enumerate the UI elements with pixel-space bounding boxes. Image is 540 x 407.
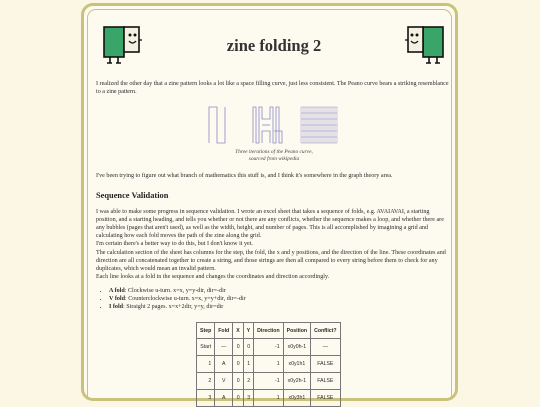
- graph-theory-paragraph: I've been trying to figure out what branch of mathematics this stuff is, and I think it's somewhere in the graph theory area.: [96, 173, 393, 180]
- table-cell: 3: [197, 390, 215, 407]
- fold-list-item: [109, 303, 452, 311]
- peano-curve-image: [205, 103, 343, 147]
- column-header: X: [233, 323, 243, 339]
- page-header: [96, 10, 452, 68]
- table-row: [197, 339, 341, 356]
- column-header: Position: [283, 323, 310, 339]
- body-line: I'm certain there's a better way to do this, but I don't know it yet.: [96, 241, 253, 248]
- table-cell: 1: [197, 356, 215, 373]
- fold-name: V fold: [109, 296, 125, 303]
- column-header: Direction: [254, 323, 283, 339]
- table-cell: A: [215, 356, 233, 373]
- body-line: I was able to make some progress in sequence validation. I wrote an excel sheet that takes a sequence of folds, e.g. AVAIAVAI, a starting position, and a starting heading, and tells you whether or not there are any conflicts, whether the sequence makes a loop, and whether there are any bubbles (pages that aren't used), as well as the width, height, and number of pages. This is all accomplished by imagining a grid and calculating how each fold moves the path of the zine along the grid.: [96, 208, 444, 240]
- table-cell: A: [215, 390, 233, 407]
- page-title: zine folding 2: [226, 36, 322, 55]
- fold-description: : Counterclockwise u-turn. x=x, y=y+dir, dir=-dir: [124, 296, 246, 303]
- table-cell: -1: [254, 339, 283, 356]
- table-cell: 0: [233, 339, 243, 356]
- table-cell: x0y1h1: [283, 356, 310, 373]
- table-cell: —: [215, 339, 233, 356]
- column-header: Step: [197, 323, 215, 339]
- fold-list-item: [109, 295, 452, 303]
- column-header: Conflict?: [311, 323, 340, 339]
- table-cell: 3: [243, 390, 253, 407]
- intro-paragraph: I realized the other day that a zine pattern looks a lot like a space filling curve, just less consistent. The Peano curve bears a striking resemblance to a zine pattern.: [96, 81, 449, 96]
- table-cell: 1: [243, 356, 253, 373]
- table-cell: FALSE: [311, 390, 340, 407]
- body-line: The calculation section of the sheet has columns for the step, the fold, the x and y positions, and the direction of the line. These coordinates and direction are all concatenated together to create a string, and those strings are then all compared to every string before them to check for any duplicates, which would mean an invalid pattern.: [96, 249, 446, 273]
- fold-description: : Clockwise u-turn. x=x, y=y-dir, dir=-dir: [124, 288, 226, 295]
- section-heading: Sequence Validation: [96, 190, 169, 200]
- table-cell: FALSE: [311, 373, 340, 390]
- body-line: Each line looks at a fold in the sequence and changes the coordinates and direction accordingly.: [96, 274, 330, 281]
- table-row: [197, 356, 341, 373]
- table-cell: V: [215, 373, 233, 390]
- table-cell: 0: [233, 390, 243, 407]
- table-cell: 0: [243, 339, 253, 356]
- table-cell: Start: [197, 339, 215, 356]
- figure-caption-line-2: sourced from wikipedia: [248, 155, 300, 162]
- page-frame: [81, 3, 458, 401]
- table-cell: x0y0h-1: [283, 339, 310, 356]
- fold-name: I fold: [109, 304, 124, 311]
- table-row: [197, 390, 341, 407]
- figure-caption: [96, 149, 452, 162]
- table-cell: -1: [254, 373, 283, 390]
- fold-list-item: [109, 287, 452, 295]
- table-cell: x0y2h-1: [283, 373, 310, 390]
- column-header: Fold: [215, 323, 233, 339]
- fold-description: : Straight 2 pages. x=x+2dir, y=y, dir=dir: [123, 304, 224, 311]
- sequence-table: [196, 322, 341, 407]
- figure-caption-line-1: Three iterations of the Peano curve,: [235, 149, 313, 156]
- peano-figure: [96, 103, 452, 167]
- fold-name: A fold: [109, 288, 125, 295]
- page-frame-inner: [87, 9, 452, 402]
- table-cell: FALSE: [311, 356, 340, 373]
- table-cell: 2: [197, 373, 215, 390]
- table-cell: 1: [254, 390, 283, 407]
- table-header-row: [197, 323, 341, 339]
- zine-mascot-right-icon: [404, 26, 444, 64]
- table-cell: x0y3h1: [283, 390, 310, 407]
- table-cell: 1: [254, 356, 283, 373]
- article: [96, 10, 452, 407]
- table-cell: 0: [233, 373, 243, 390]
- table-cell: 0: [233, 356, 243, 373]
- table-row: [197, 373, 341, 390]
- table-cell: —: [311, 339, 340, 356]
- fold-list: [96, 287, 452, 311]
- column-header: Y: [243, 323, 253, 339]
- table-cell: 2: [243, 373, 253, 390]
